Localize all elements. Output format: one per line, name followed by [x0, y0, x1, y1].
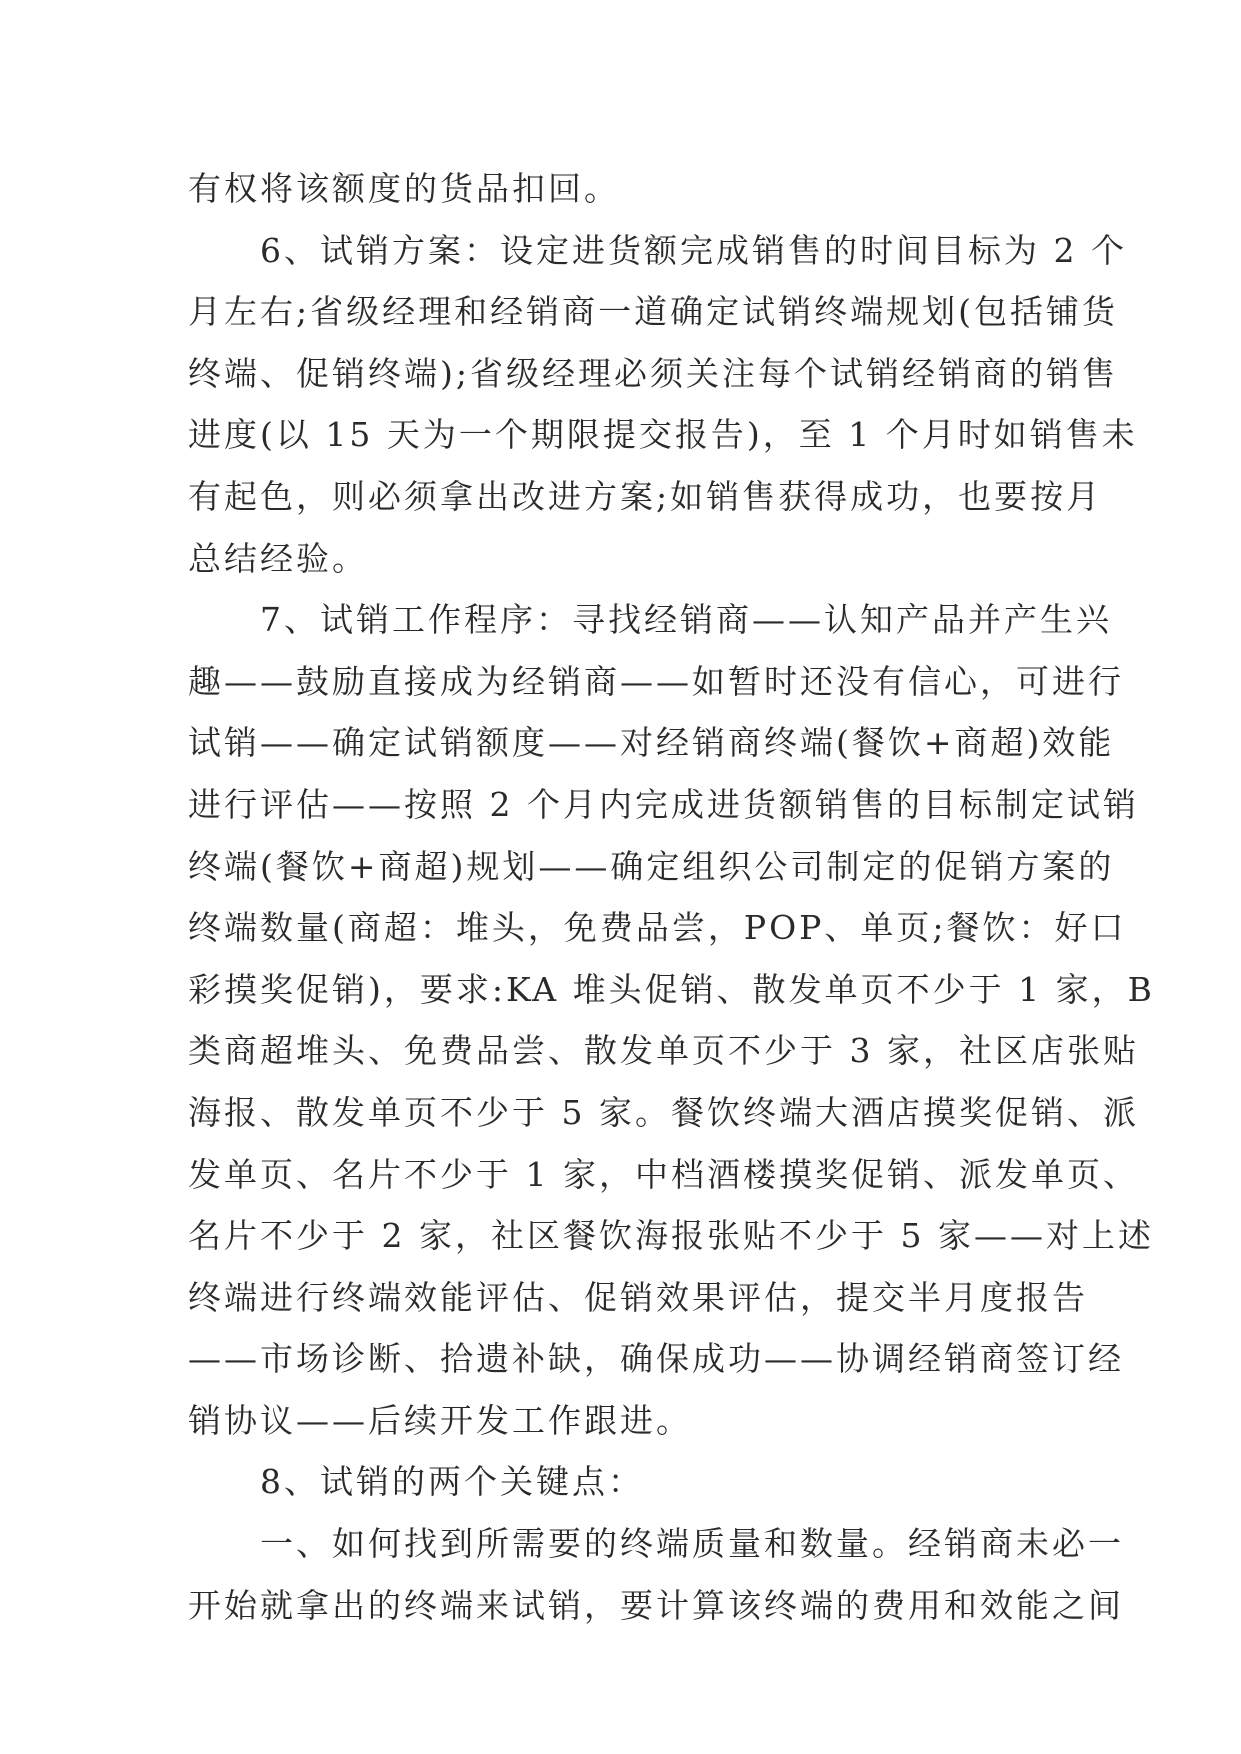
text-line: 终端进行终端效能评估、促销效果评估，提交半月度报告 [188, 1277, 1088, 1317]
text-line: 有起色，则必须拿出改进方案;如销售获得成功，也要按月 [188, 476, 1103, 516]
text-line: 发单页、名片不少于 1 家，中档酒楼摸奖促销、派发单页、 [188, 1154, 1139, 1194]
text-line: ——市场诊断、拾遗补缺，确保成功——协调经销商签订经 [188, 1339, 1124, 1379]
text-line: 8、试销的两个关键点： [260, 1462, 644, 1502]
text-line: 终端(餐饮+商超)规划——确定组织公司制定的促销方案的 [188, 846, 1115, 886]
text-line: 开始就拿出的终端来试销，要计算该终端的费用和效能之间 [188, 1585, 1124, 1625]
text-line: 月左右;省级经理和经销商一道确定试销终端规划(包括铺货 [188, 292, 1118, 332]
text-line: 名片不少于 2 家，社区餐饮海报张贴不少于 5 家——对上述 [188, 1216, 1154, 1256]
text-line: 终端数量(商超：堆头，免费品尝，POP、单页;餐饮：好口 [188, 908, 1127, 948]
text-line: 销协议——后续开发工作跟进。 [188, 1400, 692, 1440]
text-line: 一、如何找到所需要的终端质量和数量。经销商未必一 [260, 1524, 1124, 1564]
text-line: 有权将该额度的货品扣回。 [188, 169, 620, 208]
text-line: 7、试销工作程序：寻找经销商——认知产品并产生兴 [260, 600, 1112, 640]
text-line: 总结经验。 [188, 538, 368, 578]
text-line: 彩摸奖促销)，要求:KA 堆头促销、散发单页不少于 1 家，B [188, 969, 1155, 1009]
text-line: 趣——鼓励直接成为经销商——如暂时还没有信心，可进行 [188, 661, 1124, 701]
text-line: 进度(以 15 天为一个期限提交报告)，至 1 个月时如销售未 [188, 415, 1138, 455]
text-line: 海报、散发单页不少于 5 家。餐饮终端大酒店摸奖促销、派 [188, 1092, 1139, 1132]
text-line: 类商超堆头、免费品尝、散发单页不少于 3 家，社区店张贴 [188, 1031, 1139, 1071]
text-line: 6、试销方案：设定进货额完成销售的时间目标为 2 个 [260, 230, 1127, 270]
text-line: 试销——确定试销额度——对经销商终端(餐饮+商超)效能 [188, 723, 1115, 763]
body-text [188, 158, 1155, 1636]
text-line: 终端、促销终端);省级经理必须关注每个试销经销商的销售 [188, 353, 1118, 393]
text-line: 进行评估——按照 2 个月内完成进货额销售的目标制定试销 [188, 784, 1139, 824]
